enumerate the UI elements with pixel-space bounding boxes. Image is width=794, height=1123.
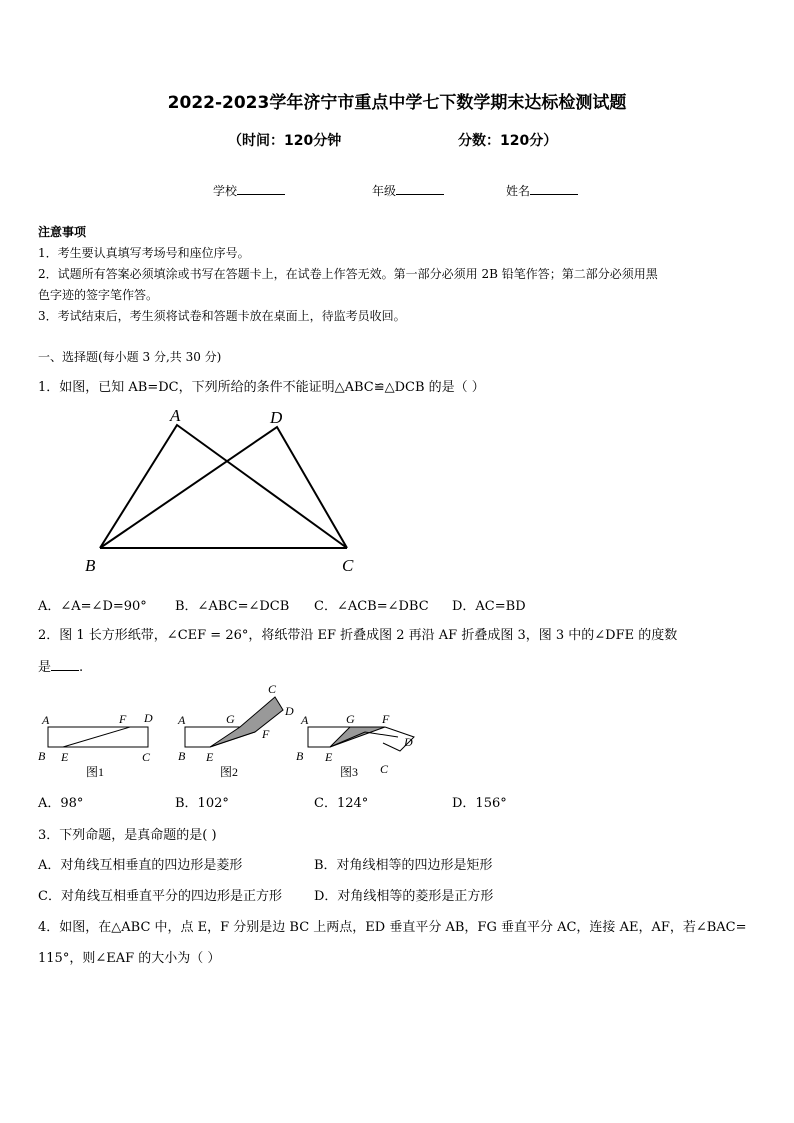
- section-heading: 一、选择题(每小题 3 分,共 30 分): [38, 350, 222, 364]
- label-a: A: [178, 713, 186, 727]
- point-label-c: C: [342, 556, 354, 575]
- school-label: 学校: [213, 184, 238, 198]
- q2-figure-2: [177, 682, 294, 779]
- exam-score: 分数：120分）: [458, 133, 558, 149]
- question-2-stem: 2．图 1 长方形纸带，∠CEF = 26°，将纸带沿 EF 折叠成图 2 再沿 AF 折叠成图 3，图 3 中的∠DFE 的度数: [38, 628, 678, 643]
- note-item: 3．考试结束后，考生须将试卷和答题卡放在桌面上，待监考员收回。: [38, 309, 406, 323]
- point-label-a: A: [170, 406, 181, 425]
- page-title: 2022-2023学年济宁市重点中学七下数学期末达标检测试题: [167, 93, 627, 113]
- name-field: [506, 182, 578, 199]
- question-4-stem-cont: 115°，则∠EAF 的大小为（ ）: [38, 951, 221, 966]
- label-b: B: [38, 749, 46, 763]
- label-g: G: [346, 712, 355, 726]
- grade-label: 年级: [372, 184, 397, 198]
- caption-fig3: 图3: [340, 765, 359, 779]
- folded-flap: [210, 697, 283, 747]
- label-b: B: [178, 749, 186, 763]
- q2-figure-1: [38, 711, 153, 779]
- caption-fig2: 图2: [220, 765, 239, 779]
- note-item: 色字迹的签字笔作答。: [38, 288, 159, 302]
- paper-strip: [308, 727, 330, 747]
- label-d: D: [144, 711, 153, 725]
- point-label-d: D: [270, 408, 283, 427]
- label-e: E: [61, 750, 69, 764]
- q1-option-b: B．∠ABC=∠DCB: [175, 599, 290, 614]
- q2-option-c: C．124°: [314, 796, 369, 811]
- note-item: 2．试题所有答案必须填涂或书写在答题卡上，在试卷上作答无效。第一部分必须用 2B 铅笔作答；第二部分必须用黑: [38, 267, 658, 281]
- q2-stem-suffix: .: [79, 660, 84, 675]
- label-d: D: [404, 735, 413, 749]
- question-4-stem: 4．如图，在△ABC 中，点 E，F 分别是边 BC 上两点，ED 垂直平分 AB，FG 垂直平分 AC，连接 AE，AF，若∠BAC=: [38, 920, 747, 935]
- label-c: C: [380, 762, 389, 776]
- question-2-stem-cont: [38, 656, 83, 675]
- name-label: 姓名: [506, 184, 531, 198]
- caption-fig1: 图1: [86, 765, 105, 779]
- q1-option-d: D．AC=BD: [452, 599, 526, 614]
- q2-option-d: D．156°: [452, 796, 507, 811]
- q2-figure-3: [296, 712, 414, 779]
- school-blank: [237, 182, 285, 195]
- q2-option-b: B．102°: [175, 796, 229, 811]
- q3-option-a: A．对角线互相垂直的四边形是菱形: [38, 858, 243, 873]
- q2-stem-prefix: 是: [38, 660, 52, 675]
- q3-option-c: C．对角线互相垂直平分的四边形是正方形: [38, 889, 282, 904]
- label-f: F: [119, 712, 127, 726]
- label-d: D: [285, 704, 294, 718]
- label-f: F: [382, 712, 390, 726]
- label-e: E: [206, 750, 214, 764]
- grade-blank: [396, 182, 444, 195]
- answer-blank: [51, 658, 79, 671]
- paper-strip: [185, 727, 210, 747]
- question-1-stem: 1．如图，已知 AB=DC，下列所给的条件不能证明△ABC≌△DCB 的是（ ）: [38, 380, 485, 395]
- q1-option-c: C．∠ACB=∠DBC: [314, 599, 429, 614]
- label-c: C: [268, 682, 277, 696]
- label-b: B: [296, 749, 304, 763]
- q3-option-b: B．对角线相等的四边形是矩形: [314, 858, 493, 873]
- q1-option-a: A．∠A=∠D=90°: [38, 599, 147, 614]
- q3-option-d: D．对角线相等的菱形是正方形: [314, 889, 494, 904]
- label-g: G: [226, 712, 235, 726]
- question-3-stem: 3．下列命题，是真命题的是( ): [38, 828, 217, 843]
- label-a: A: [301, 713, 309, 727]
- grade-field: [372, 182, 444, 199]
- point-label-b: B: [85, 556, 96, 575]
- q2-option-a: A．98°: [38, 796, 84, 811]
- triangle-abc: [100, 425, 347, 548]
- fold-line-ef: [63, 727, 130, 747]
- label-f: F: [262, 727, 270, 741]
- school-field: [213, 182, 285, 199]
- note-item: 1．考生要认真填写考场号和座位序号。: [38, 246, 250, 260]
- label-e: E: [325, 750, 333, 764]
- q2-figures: [30, 680, 430, 780]
- q1-figure: [80, 405, 370, 577]
- name-blank: [530, 182, 578, 195]
- label-a: A: [42, 713, 50, 727]
- notes-heading: 注意事项: [38, 225, 87, 239]
- label-c: C: [142, 750, 151, 764]
- exam-time: （时间：120分钟: [228, 133, 342, 149]
